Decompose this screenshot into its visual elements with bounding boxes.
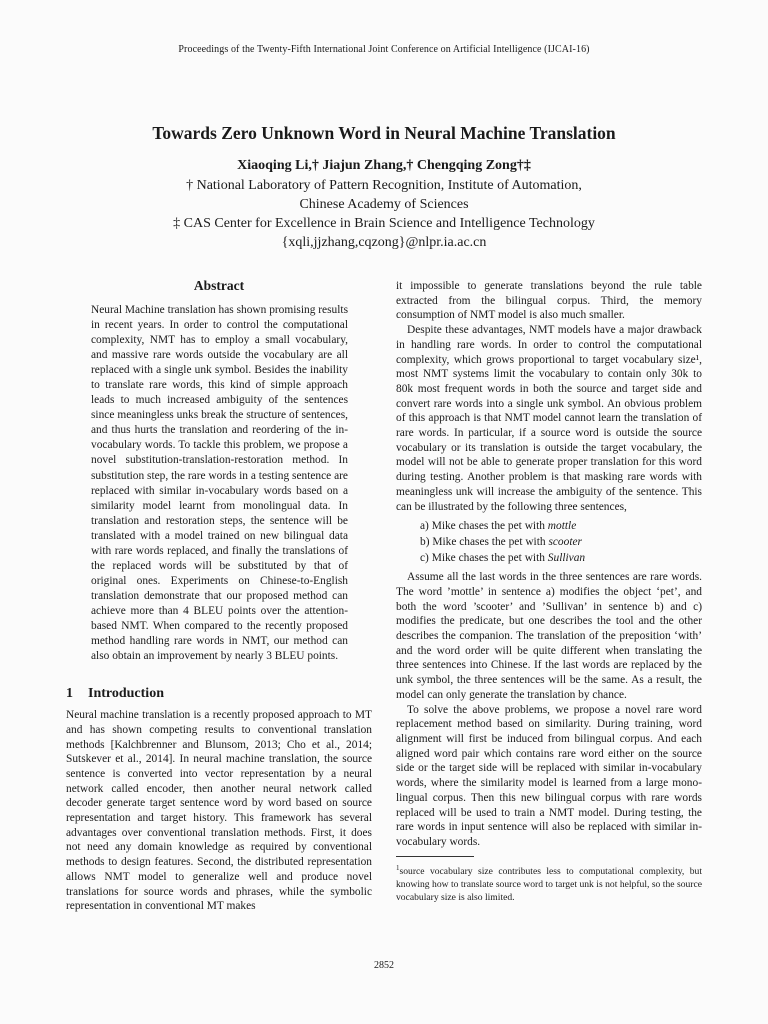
footnote-rule	[396, 856, 474, 857]
proceedings-header: Proceedings of the Twenty-Fifth International Joint Conference on Artificial Intelligence (IJCAI-16)	[178, 44, 590, 55]
abstract-text: Neural Machine translation has shown promising results in recent years. In order to control the computational complexity, NMT has to employ a small vocabulary, and massive rare words outside the vocabulary are all replaced with a single unk symbol. Besides the inability to translate rare words, this kind of simple approach leads to much increased ambiguity of the sentences since meaningless unks break the structure of sentences, and thus hurts the translation and reordering of the in-vocabulary words. To tackle this problem, we propose a novel substitution-translation-restoration method. In substitution step, the rare words in a testing sentence are replaced with similar in-vocabulary words based on a similarity model learnt from monolingual data. In translation and restoration steps, the sentence will be translated with a model trained on new bilingual data with rare words replaced, and finally the translations of the replaced words will be substituted by that of original ones. Experiments on Chinese-to-English translation demonstrate that our proposed method can achieve more than 4 BLEU points over the attention-based NMT. When compared to the recently proposed method handling rare words in NMT, our method can also obtain an improvement by nearly 3 BLEU points.	[91, 304, 348, 663]
footnote-1	[396, 862, 702, 904]
affiliation-1b: Chinese Academy of Sciences	[299, 197, 469, 212]
affiliation-1: † National Laboratory of Pattern Recognition, Institute of Automation,	[186, 178, 582, 193]
example-a-text: a) Mike chases the pet with	[420, 520, 548, 533]
footnote-text: source vocabulary size contributes less to computational complexity, but knowing how to translate source word to target unk is not helpful, so the source vocabulary size is also limited.	[396, 865, 702, 903]
intro-heading	[66, 686, 372, 702]
intro-paragraph-1: Neural machine translation is a recently proposed approach to MT and has shown competing results to conventional translation methods [Kalchbrenner and Blunsom, 2013; Cho et al., 2014; Sutskever et al., 2014]. In neural machine translation, the source sentence is converted into vector representation by a neural network called encoder, then another neural network called decoder generate target sentence word by word based on source representation and target history. This framework has several advantages over conventional translation methods. First, it does not need any domain knowledge as required by conventional methods to design features. Second, the distributed representation allows NMT model to generalize well and produce novel translations for source words and phrases, while the symbolic representation in conventional MT makes	[66, 709, 372, 913]
affiliation-2: ‡ CAS Center for Excellence in Brain Science and Intelligence Technology	[173, 216, 595, 231]
footnote-mark: 1	[396, 863, 400, 872]
example-a	[420, 518, 702, 534]
example-b-word: scooter	[548, 536, 582, 549]
abstract-heading: Abstract	[193, 278, 245, 293]
right-column	[396, 279, 702, 904]
paper-title: Towards Zero Unknown Word in Neural Machine Translation	[152, 123, 616, 143]
example-b-text: b) Mike chases the pet with	[420, 536, 549, 549]
page-number: 2852	[374, 960, 394, 971]
section-title: Introduction	[88, 686, 164, 702]
example-c-text: c) Mike chases the pet with	[420, 552, 548, 565]
right-paragraph-1: Despite these advantages, NMT models have a major drawback in handling rare words. In order to control the computational complexity, which grows proportional to target vocabulary size¹, most NMT systems limit the vocabulary to contain only 30k to 80k most frequent words in both the source and target side and convert rare words into a single unk symbol. An obvious problem of this approach is that NMT model cannot learn the translation of rare words. In particular, if a source word is outside the source vocabulary or its translation is outside the target vocabulary, the model will not be able to generate proper translation for this word during testing. Another problem is that masking rare words with meaningless unk will increase the ambiguity of the sentence. This can be illustrated by the following three sentences,	[396, 324, 702, 513]
author-emails: {xqli,jjzhang,cqzong}@nlpr.ia.ac.cn	[281, 235, 487, 250]
author-list: Xiaoqing Li,† Jiajun Zhang,† Chengqing Zong†‡	[237, 158, 531, 173]
right-paragraph-2: Assume all the last words in the three sentences are rare words. The word ’mottle’ in sentence a) modifies the object ‘pet’, and both the word ’scooter’ and ’Sullivan’ in sentence b) and c) modifies the predicate, but one describes the tool and the other describes the companion. The translation of the preposition ‘with’ and the word order will be quite different when translating the three sentences into Chinese. If the last words are replaced by the unk symbol, the three sentences will be the same. As a result, the model can only generate the translation by chance.	[396, 571, 702, 701]
example-sentences	[420, 518, 702, 566]
example-a-word: mottle	[547, 520, 577, 533]
right-paragraph-3: To solve the above problems, we propose a novel rare word replacement method based on similarity. During training, word alignment will first be induced from bilingual corpus. And each aligned word pair which contains rare word either on the source side or the target side will be replaced with similar in-vocabulary words, where the similarity model is learned from a large mono-lingual corpus. Then this new bilingual corpus with rare words replaced will be used to train a NMT model. During testing, the rare words in input sentence will also be replaced with similar in-vocabulary words.	[396, 703, 702, 848]
right-paragraph-0: it impossible to generate translations beyond the rule table extracted from the bilingual corpus. Third, the memory consumption of NMT model is also much smaller.	[396, 280, 702, 322]
left-column	[66, 278, 372, 914]
section-number: 1	[66, 686, 73, 702]
example-c	[420, 550, 702, 566]
example-c-word: Sullivan	[547, 552, 586, 565]
example-b	[420, 534, 702, 550]
